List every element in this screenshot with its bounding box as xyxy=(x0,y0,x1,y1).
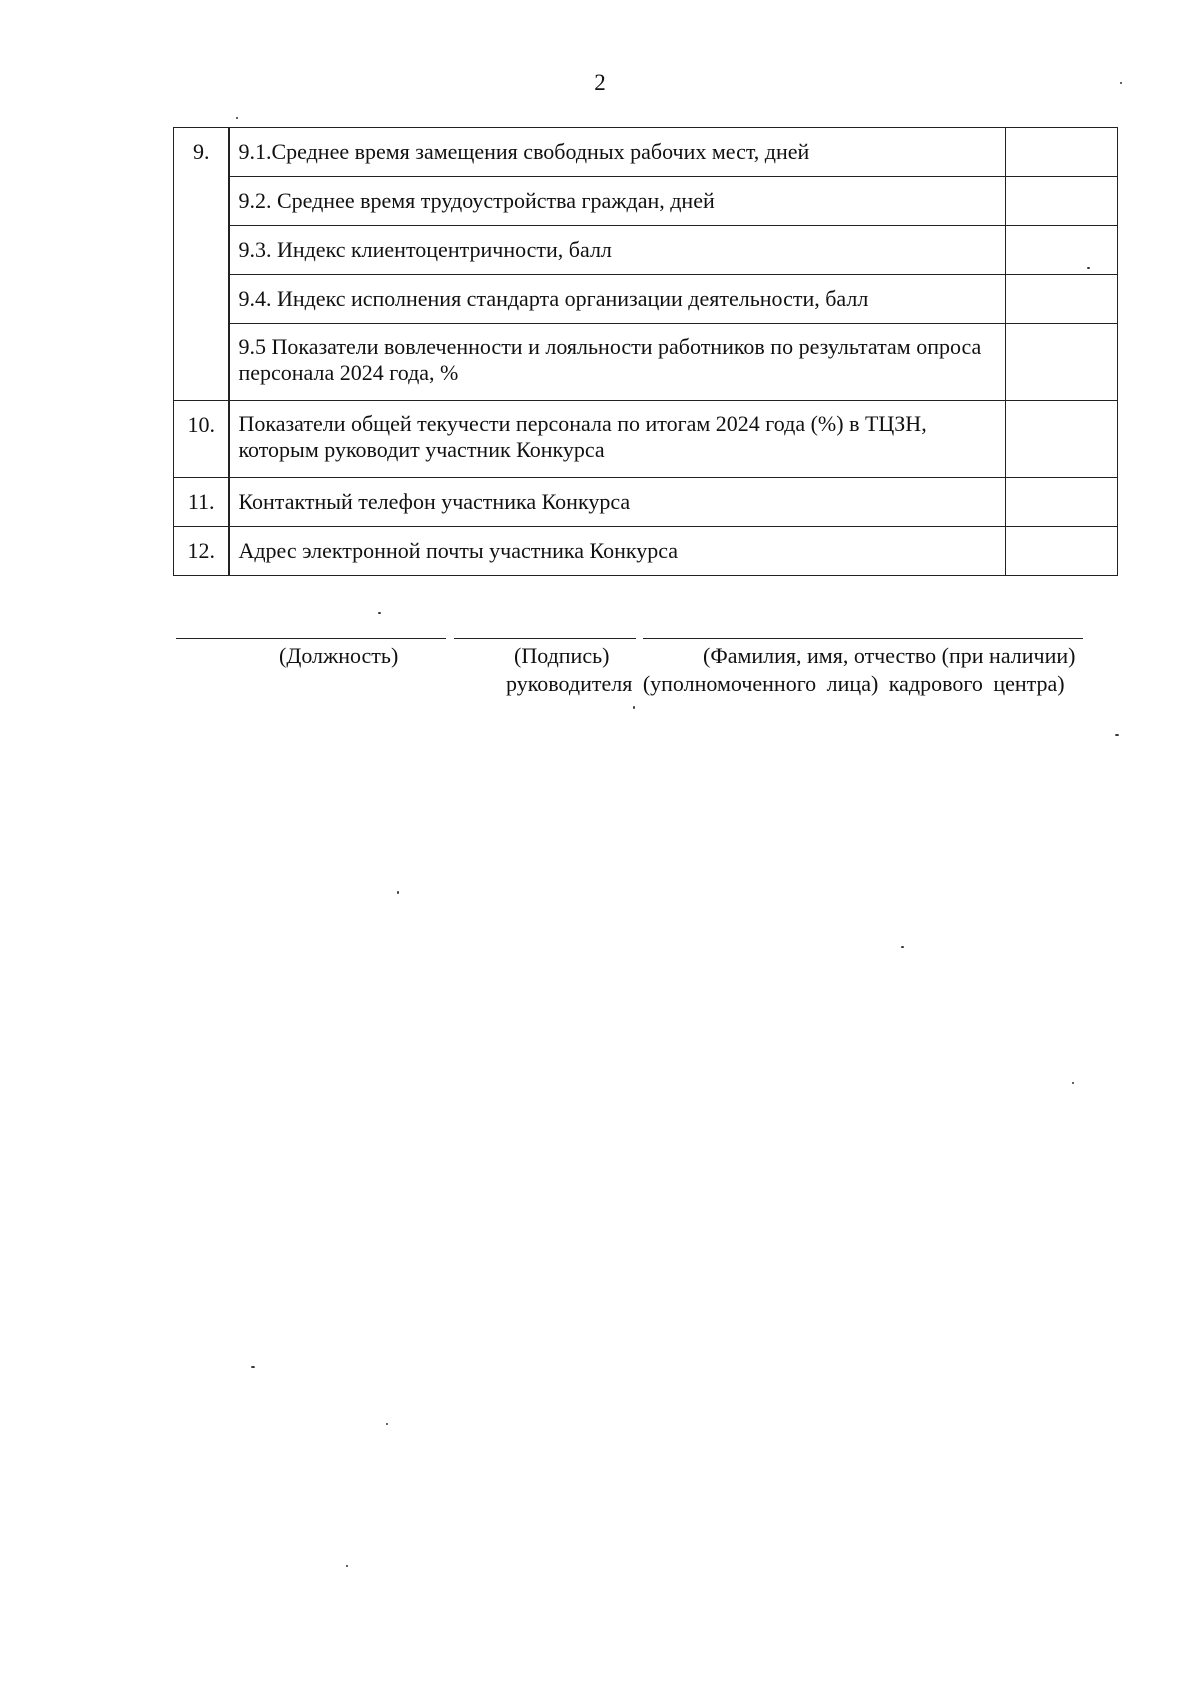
row-number: 11. xyxy=(174,478,230,527)
scan-speck xyxy=(378,612,381,614)
scan-speck xyxy=(346,1565,348,1567)
scan-speck xyxy=(397,891,399,894)
table-row xyxy=(174,324,1118,401)
scan-speck xyxy=(386,1423,388,1425)
fullname-line[interactable] xyxy=(643,638,1083,639)
row-text: 9.3. Индекс клиентоцентричности, балл xyxy=(229,226,1005,275)
value-cell[interactable] xyxy=(1006,275,1118,324)
row-text: Показатели общей текучести персонала по итогам 2024 года (%) в ТЦЗН, которым руководит участник Конкурса xyxy=(229,401,1005,478)
row-text: 9.1.Среднее время замещения свободных рабочих мест, дней xyxy=(229,128,1005,177)
signature-block xyxy=(176,600,1126,700)
signature-caption: руководителя (уполномоченного лица) кадрового центра) xyxy=(506,671,1065,696)
questionnaire-table xyxy=(173,127,1118,576)
table-row xyxy=(174,275,1118,324)
value-cell[interactable] xyxy=(1006,401,1118,478)
page-number: 2 xyxy=(594,70,606,95)
scan-speck xyxy=(236,117,238,119)
scan-speck xyxy=(1120,82,1122,84)
row-number: 12. xyxy=(174,527,230,576)
row-text: 9.2. Среднее время трудоустройства граждан, дней xyxy=(229,177,1005,226)
table-row xyxy=(174,527,1118,576)
row-text: Адрес электронной почты участника Конкурса xyxy=(229,527,1005,576)
table-row xyxy=(174,177,1118,226)
scan-speck xyxy=(901,946,904,948)
row-text: 9.5 Показатели вовлеченности и лояльности работников по результатам опроса персонала 2024 года, % xyxy=(229,324,1005,401)
row-text: 9.4. Индекс исполнения стандарта организации деятельности, балл xyxy=(229,275,1005,324)
fullname-label: (Фамилия, имя, отчество (при наличии) xyxy=(703,643,1076,668)
scan-speck xyxy=(1072,1082,1074,1084)
table-row xyxy=(174,401,1118,478)
row-number: 10. xyxy=(174,401,230,478)
value-cell[interactable] xyxy=(1006,128,1118,177)
table-row xyxy=(174,128,1118,177)
table-row xyxy=(174,226,1118,275)
value-cell[interactable] xyxy=(1006,478,1118,527)
position-label: (Должность) xyxy=(279,643,399,668)
scan-speck xyxy=(1087,267,1090,269)
position-line[interactable] xyxy=(176,638,446,639)
row-text: Контактный телефон участника Конкурса xyxy=(229,478,1005,527)
value-cell[interactable] xyxy=(1006,177,1118,226)
signature-line[interactable] xyxy=(454,638,636,639)
scan-speck xyxy=(251,1366,255,1368)
row-number: 9. xyxy=(174,128,230,401)
value-cell[interactable] xyxy=(1006,527,1118,576)
signature-label: (Подпись) xyxy=(514,643,610,668)
scan-speck xyxy=(633,706,635,709)
table-row xyxy=(174,478,1118,527)
scan-speck xyxy=(1115,734,1119,736)
value-cell[interactable] xyxy=(1006,226,1118,275)
value-cell[interactable] xyxy=(1006,324,1118,401)
